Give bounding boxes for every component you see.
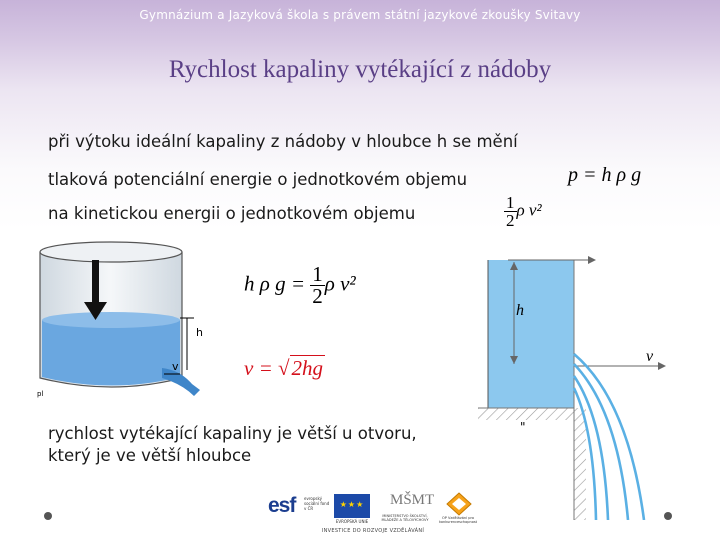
footer-tagline: INVESTICE DO ROZVOJE VZDĚLÁVÁNÍ <box>321 528 425 534</box>
eu-flag-icon <box>334 494 370 518</box>
tank-water-surface <box>42 312 180 328</box>
op-logo-icon <box>446 492 472 516</box>
op-logo-caption: OP Vzdělávání pro konkurenceschopnost <box>438 516 478 524</box>
right-label-h: h <box>516 302 524 319</box>
left-label-corner: pl <box>37 390 44 398</box>
eu-logo-caption: EVROPSKÁ UNIE <box>335 519 369 524</box>
velocity-formula-left: v = <box>244 356 273 380</box>
energy-equation <box>244 264 356 307</box>
footer-dot-right <box>664 512 672 520</box>
slide-title: Rychlost kapaliny vytékající z nádoby <box>168 56 552 83</box>
floor-hatch <box>478 408 574 420</box>
right-label-v: v <box>646 348 654 365</box>
right-label-mark: " <box>520 420 526 434</box>
left-tank-figure <box>30 238 225 403</box>
esf-logo-caption: evropský sociální fond v ČR <box>304 496 330 511</box>
pressure-arrow-shaft <box>92 260 99 308</box>
esf-logo <box>268 492 328 526</box>
kinetic-fraction <box>504 194 517 229</box>
energy-equation-num: 1 <box>312 262 323 286</box>
velocity-formula-sqrt: 2hg <box>291 356 324 380</box>
conclusion-line-2: který je ve větší hloubce <box>48 446 252 465</box>
kinetic-fraction-den: 2 <box>506 211 515 230</box>
school-header: Gymnázium a Jazyková škola s právem státní jazykové zkoušky Svitavy <box>139 8 581 22</box>
wall-hatch <box>574 408 586 520</box>
left-label-v: v <box>172 360 179 373</box>
text-line-2: tlaková potenciální energie o jednotkovém objemu <box>48 170 468 189</box>
right-tank-figure <box>478 230 690 520</box>
energy-equation-fraction <box>310 264 325 307</box>
msmt-logo-text: MŠMT <box>390 492 435 508</box>
energy-equation-left: h ρ g = <box>244 271 306 296</box>
tank-rim <box>40 242 182 262</box>
sqrt-icon: √ <box>278 356 290 380</box>
eu-stars-icon: ★★★ <box>339 500 365 509</box>
kinetic-fraction-num: 1 <box>506 193 515 212</box>
esf-logo-text: esf <box>268 494 296 517</box>
energy-equation-right: ρ v² <box>324 271 356 296</box>
right-v-arrow-icon <box>658 362 666 370</box>
conclusion-line-1: rychlost vytékající kapaliny je větší u otvoru, <box>48 424 417 443</box>
text-line-3: na kinetickou energii o jednotkovém objemu <box>48 204 416 223</box>
tank-water <box>42 320 180 386</box>
footer-logos <box>268 492 480 536</box>
footer-dot-left <box>44 512 52 520</box>
op-logo <box>446 492 472 516</box>
top-arrow-icon <box>588 256 596 264</box>
kinetic-formula-rest: ρ v² <box>516 200 542 220</box>
left-label-h: h <box>196 326 203 339</box>
velocity-formula <box>244 356 325 381</box>
water-column <box>488 260 574 408</box>
text-line-1: při výtoku ideální kapaliny z nádoby v hloubce h se mění <box>48 132 518 151</box>
energy-equation-den: 2 <box>312 284 323 308</box>
pressure-formula: p = h ρ g <box>568 164 642 186</box>
msmt-logo-caption: MINISTERSTVO ŠKOLSTVÍ, MLÁDEŽE A TĚLOVÝCHOVY <box>381 514 429 522</box>
kinetic-formula <box>504 194 542 229</box>
